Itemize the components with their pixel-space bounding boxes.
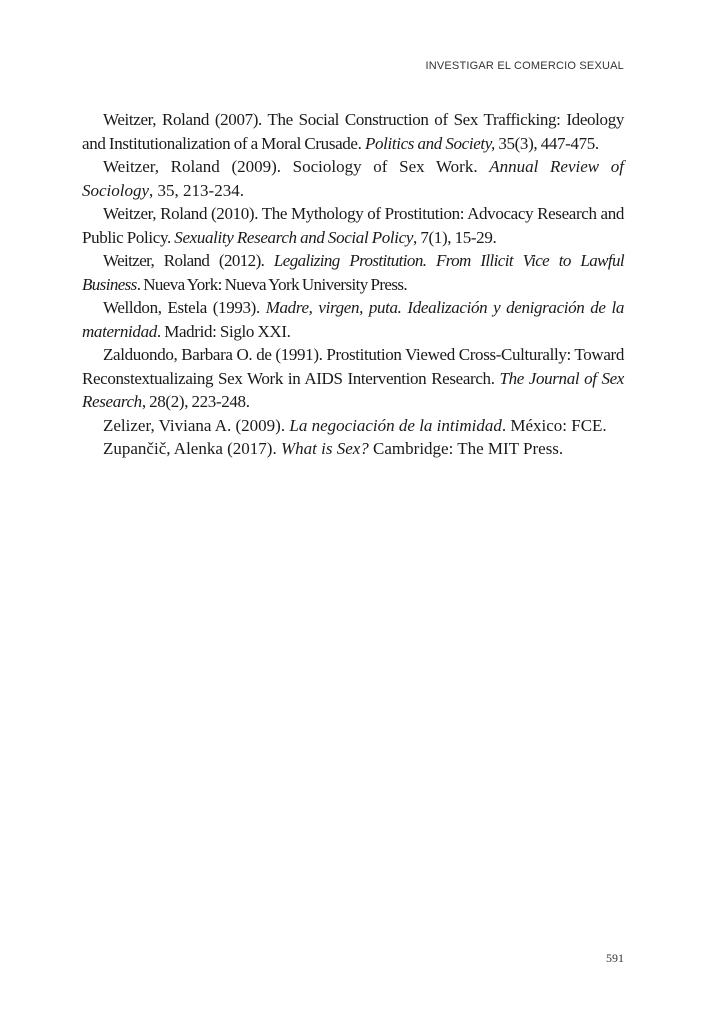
- reference-item: [82, 437, 624, 461]
- reference-details: , 7(1), 15-29.: [413, 227, 497, 247]
- reference-item: [82, 202, 624, 249]
- reference-text: Weitzer, Roland (2009). Sociology of Sex Work.: [103, 157, 490, 176]
- reference-item: [82, 296, 624, 343]
- reference-details: 35(3), 447-475.: [494, 133, 599, 153]
- reference-item: [82, 249, 624, 296]
- reference-source-title: The Journal of Sex Research: [82, 368, 625, 411]
- reference-text: Zupančič, Alenka (2017).: [103, 439, 281, 458]
- reference-details: . Nueva York: Nueva York University Press.: [136, 274, 408, 294]
- reference-item: [82, 343, 624, 414]
- reference-details: , 35, 213-234.: [149, 180, 244, 200]
- reference-details: . Madrid: Siglo XXI.: [156, 321, 291, 341]
- reference-text: Weitzer, Roland (2012).: [103, 251, 274, 270]
- reference-source-title: Annual Review of Sociology: [82, 157, 624, 200]
- reference-text: Weitzer, Roland (2007). The Social Construction of Sex Trafficking: Ideology and Institutionalization of a Moral Crusade.: [82, 110, 624, 153]
- reference-text: Weitzer, Roland (2010). The Mythology of Prostitution: Advocacy Research and Public Policy.: [82, 204, 624, 247]
- reference-source-title: La negociación de la intimidad: [289, 415, 502, 435]
- reference-source-title: Madre, virgen, puta. Idealización y denigración de la maternidad: [82, 298, 624, 341]
- reference-list: [82, 108, 624, 461]
- reference-details: , 28(2), 223-248.: [141, 392, 250, 411]
- reference-source-title: Politics and Society,: [364, 133, 495, 153]
- page-number: 591: [606, 951, 624, 965]
- reference-text: Welldon, Estela (1993).: [103, 298, 266, 317]
- reference-source-title: Sexuality Research and Social Policy: [174, 227, 414, 247]
- running-head: INVESTIGAR EL COMERCIO SEXUAL: [425, 60, 624, 72]
- reference-item: [82, 108, 624, 155]
- reference-details: Cambridge: The MIT Press.: [368, 439, 564, 458]
- reference-source-title: Legalizing Prostitution. From Illicit Vice to Lawful Business: [82, 251, 624, 294]
- reference-item: [82, 155, 624, 202]
- reference-source-title: What is Sex?: [280, 439, 369, 458]
- reference-details: . México: FCE.: [501, 415, 607, 435]
- reference-text: Zelizer, Viviana A. (2009).: [103, 415, 290, 435]
- reference-text: Zalduondo, Barbara O. de (1991). Prostitution Viewed Cross-Culturally: Toward Reconstextualizaing Sex Work in AIDS Intervention Research.: [82, 345, 624, 388]
- reference-item: [82, 414, 624, 438]
